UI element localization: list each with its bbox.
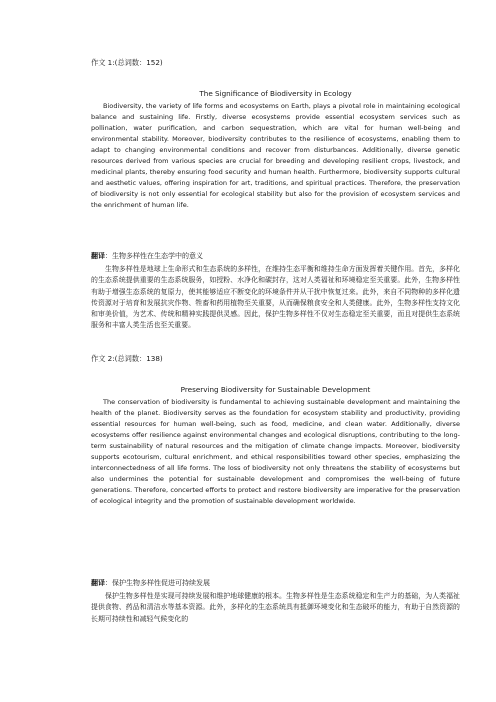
- essay-2-body: The conservation of biodiversity is fundamental to achieving sustainable development and maintaining the health of the planet. Biodiversity serves as the foundation for ecosystem stability and productivity, providing essential resources for human well-being, such as food, medicine, and clean water. Additionally, diverse ecosystems offer resilience against environmental changes and ecological disruptions, contributing to the long-term sustainability of natural resources and the mitigation of climate change impacts. Moreover, biodiversity supports ecotourism, cultural enrichment, and ethical responsibilities toward other species, emphasizing the interconnectedness of all life forms. The loss of biodiversity not only threatens the stability of ecosystems but also undermines the potential for sustainable development and compromises the well-being of future generations. Therefore, concerted efforts to protect and restore biodiversity are imperative for the preservation of ecological integrity and the promotion of sustainable development worldwide.: [91, 398, 460, 506]
- essay-1-body: Biodiversity, the variety of life forms and ecosystems on Earth, plays a pivotal role in maintaining ecological balance and sustaining life. Firstly, diverse ecosystems provide essential ecosystem services such as pollination, water purification, and carbon sequestration, which are vital for human well-being and environmental stability. Moreover, biodiversity contributes to the resilience of ecosystems, enabling them to adapt to changing environmental conditions and recover from disturbances. Additionally, diverse genetic resources derived from various species are crucial for breeding and developing resilient crops, livestock, and medicinal plants, thereby ensuring food security and human health. Furthermore, biodiversity supports cultural and aesthetic values, offering inspiration for art, traditions, and spiritual practices. Therefore, the preservation of biodiversity is not only essential for ecological stability but also for the provision of ecosystem services and the enrichment of human life.: [91, 102, 460, 210]
- essay-1-header: 作文 1:(总词数：152): [91, 58, 163, 67]
- essay-1-translation: 生物多样性是地球上生命形式和生态系统的多样性，在维持生态平衡和维持生命方面发挥着关键作用。首先，多样化的生态系统提供重要的生态系统服务，如授粉、水净化和碳封存，这对人类福祉和环境稳定至关重要。此外，生物多样性有助于增强生态系统的复原力，使其能够适应不断变化的环境条件并从干扰中恢复过来。此外，来自不同物种的多样化遗传资源对于培育和发展抗灾作物、牲畜和药用植物至关重要，从而确保粮食安全和人类健康。此外，生物多样性支持文化和审美价值，为艺术、传统和精神实践提供灵感。因此，保护生物多样性不仅对生态稳定至关重要，而且对提供生态系统服务和丰富人类生活也至关重要。: [91, 265, 460, 330]
- essay-2-header: 作文 2:(总词数：138): [91, 354, 163, 363]
- translation-title: ：生物多样性在生态学中的意义: [105, 252, 203, 260]
- essay-1-title: The Significance of Biodiversity in Ecology: [199, 89, 352, 98]
- essay-2-translation: 保护生物多样性是实现可持续发展和维护地球健康的根本。生物多样性是生态系统稳定和生产力的基础，为人类福祉提供食物、药品和清洁水等基本资源。此外，多样化的生态系统具有抵御环境变化和生态破坏的能力，有助于自然资源的长期可持续性和减轻气候变化的: [91, 592, 460, 623]
- essay-2-translation-heading: [91, 579, 210, 588]
- essay-1-translation-heading: [91, 252, 203, 261]
- translation-title: ：保护生物多样性促进可持续发展: [105, 579, 210, 587]
- essay-2-title: Preserving Biodiversity for Sustainable Development: [180, 385, 371, 394]
- translation-label: 翻译: [91, 579, 105, 587]
- translation-label: 翻译: [91, 252, 105, 260]
